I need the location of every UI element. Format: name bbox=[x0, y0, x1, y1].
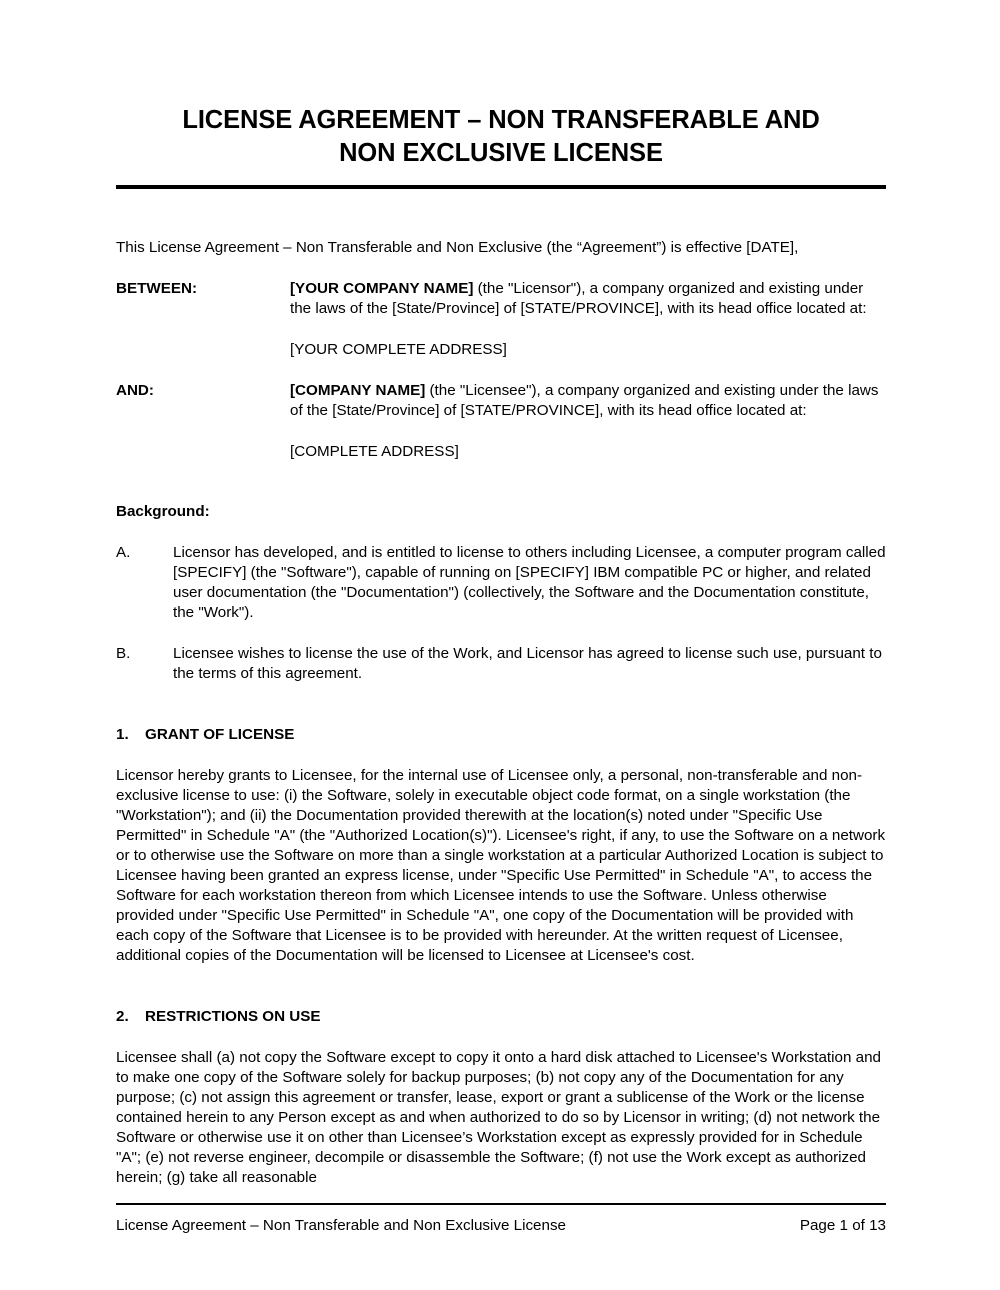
intro-paragraph: This License Agreement – Non Transferable and Non Exclusive (the “Agreement”) is effective [DATE], bbox=[116, 239, 799, 256]
document-content bbox=[116, 0, 886, 1188]
page-footer bbox=[116, 1203, 886, 1236]
party-body-licensor bbox=[290, 279, 886, 319]
section-body-2: Licensee shall (a) not copy the Software except to copy it onto a hard disk attached to Licensee's Workstation and to make one copy of the Software solely for backup purposes; (b) not copy any of the Documentation for any purpose; (c) not assign this agreement or transfer, lease, export or grant a sublicense of the Work or the license contained herein to any Person except as and when authorized to do so by Licensor in writing; (d) not network the Software or otherwise use it on other than Licensee’s Workstation except as expressly provided for in Schedule "A"; (e) not reverse engineer, decompile or disassemble the Software; (f) not use the Work except as authorized herein; (g) take all reasonable bbox=[116, 1049, 881, 1186]
background-text-b: Licensee wishes to license the use of the Work, and Licensor has agreed to license such use, pursuant to the terms of this agreement. bbox=[173, 645, 882, 682]
party-label-between: BETWEEN: bbox=[116, 280, 197, 297]
party-company-name-licensor: [YOUR COMPANY NAME] bbox=[290, 280, 474, 297]
background-item-b bbox=[116, 623, 886, 684]
party-address-spacer-licensor bbox=[116, 340, 290, 360]
background-item-a bbox=[116, 522, 886, 623]
party-address-spacer-licensee bbox=[116, 442, 290, 462]
party-company-name-licensee: [COMPANY NAME] bbox=[290, 382, 426, 399]
party-block-licensee bbox=[116, 360, 886, 421]
title-divider bbox=[116, 185, 886, 189]
footer-row bbox=[116, 1205, 886, 1236]
background-text-a: Licensor has developed, and is entitled to license to others including Licensee, a computer program called [SPECIFY] (the "Software"), capable of running on [SPECIFY] IBM compatible PC or higher, and related user documentation (the "Documentation") (collectively, the Software and the Documentation constitute, the "Work"). bbox=[173, 544, 886, 621]
footer-document-title: License Agreement – Non Transferable and Non Exclusive License bbox=[116, 1217, 566, 1234]
party-address-licensee: [COMPLETE ADDRESS] bbox=[290, 443, 459, 460]
section-title-1: GRANT OF LICENSE bbox=[145, 726, 295, 743]
section-heading-1 bbox=[116, 684, 886, 745]
background-marker-b: B. bbox=[116, 645, 131, 662]
page-title bbox=[116, 0, 886, 170]
party-description-licensee: (the "Licensee"), a company organized and existing under the laws of the [State/Province] of [STATE/PROVINCE], with its head office located at: bbox=[290, 382, 879, 419]
section-body-1: Licensor hereby grants to Licensee, for the internal use of Licensee only, a personal, non-transferable and non-exclusive license to use: (i) the Software, solely in executable object code format, on a single workstation (the "Workstation"); and (ii) the Documentation provided therewith at the location(s) noted under "Specific Use Permitted" in Schedule "A" (the "Authorized Location(s)"). Licensee's right, if any, to use the Software on a network or to otherwise use the Software on more than a single workstation at a particular Authorized Location is subject to Licensee having been granted an express license, under "Specific Use Permitted" in Schedule "A", to access the Software for each workstation thereon from which Licensee intends to use the Software. Unless otherwise provided under "Specific Use Permitted" in Schedule "A", one copy of the Documentation will be provided with each copy of the Software that Licensee is to be provided with hereunder. At the written request of Licensee, additional copies of the Documentation will be licensed to Licensee at Licensee's cost. bbox=[116, 767, 886, 964]
party-description-licensor: (the "Licensor"), a company organized and existing under the laws of the [State/Province] of [STATE/PROVINCE], with its head office located at: bbox=[290, 280, 867, 317]
section-heading-2 bbox=[116, 966, 886, 1027]
footer-page-number: Page 1 of 13 bbox=[799, 1217, 886, 1234]
page-title-line-2: NON EXCLUSIVE LICENSE bbox=[339, 139, 663, 167]
section-number-2: 2. bbox=[116, 1008, 129, 1025]
party-address-licensor: [YOUR COMPLETE ADDRESS] bbox=[290, 341, 507, 358]
party-label-and: AND: bbox=[116, 382, 154, 399]
party-address-row-licensee bbox=[116, 421, 886, 462]
page-title-line-1: LICENSE AGREEMENT – NON TRANSFERABLE AND bbox=[182, 106, 820, 134]
background-heading: Background: bbox=[116, 503, 210, 520]
section-number-1: 1. bbox=[116, 726, 129, 743]
background-marker-a: A. bbox=[116, 544, 131, 561]
party-address-row-licensor bbox=[116, 319, 886, 360]
section-title-2: RESTRICTIONS ON USE bbox=[145, 1008, 321, 1025]
party-body-licensee bbox=[290, 381, 886, 421]
party-block-licensor bbox=[116, 258, 886, 319]
